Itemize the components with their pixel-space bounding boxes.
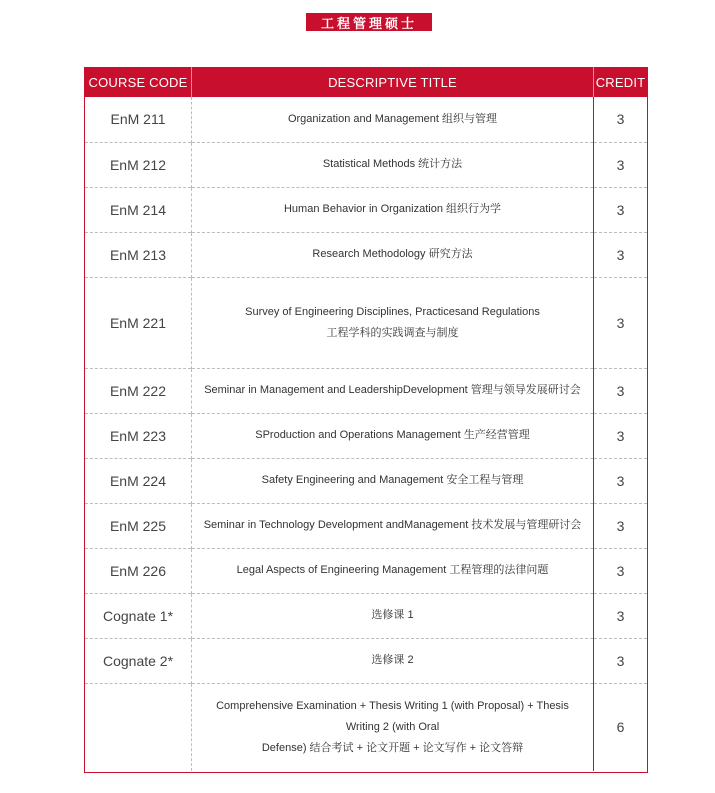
course-code-cell: Cognate 2* bbox=[85, 638, 192, 683]
table-row bbox=[85, 277, 647, 368]
credit-cell: 3 bbox=[594, 413, 648, 458]
table-row bbox=[85, 142, 647, 187]
course-title-line: Seminar in Technology Development andManagement 技术发展与管理研讨会 bbox=[203, 519, 582, 531]
table-body bbox=[85, 97, 647, 771]
course-code-cell: Cognate 1* bbox=[85, 593, 192, 638]
course-title-cell bbox=[192, 683, 594, 771]
course-code-cell: EnM 223 bbox=[85, 413, 192, 458]
header-credit: CREDIT bbox=[594, 67, 648, 97]
course-title-cell bbox=[192, 142, 594, 187]
table-row bbox=[85, 97, 647, 142]
course-title-line: Safety Engineering and Management 安全工程与管理 bbox=[261, 474, 524, 486]
course-title-cell bbox=[192, 97, 594, 142]
table-row bbox=[85, 413, 647, 458]
course-title-line: Writing 2 (with Oral bbox=[345, 720, 440, 733]
course-code-cell: EnM 226 bbox=[85, 548, 192, 593]
course-title-line: Statistical Methods 统计方法 bbox=[322, 158, 463, 170]
credit-cell: 3 bbox=[594, 503, 648, 548]
course-title-cell bbox=[192, 458, 594, 503]
course-table bbox=[85, 67, 647, 771]
header-descriptive-title: DESCRIPTIVE TITLE bbox=[192, 67, 594, 97]
course-code-cell: EnM 212 bbox=[85, 142, 192, 187]
course-code-cell bbox=[85, 683, 192, 771]
credit-cell: 3 bbox=[594, 638, 648, 683]
header-course-code: COURSE CODE bbox=[85, 67, 192, 97]
course-title-cell bbox=[192, 638, 594, 683]
credit-cell: 6 bbox=[594, 683, 648, 771]
course-code-cell: EnM 214 bbox=[85, 187, 192, 232]
course-code-cell: EnM 224 bbox=[85, 458, 192, 503]
course-title-cell bbox=[192, 593, 594, 638]
course-title-line: Research Methodology 研究方法 bbox=[312, 248, 473, 260]
course-title-line: Human Behavior in Organization 组织行为学 bbox=[283, 203, 502, 215]
course-code-cell: EnM 211 bbox=[110, 111, 166, 128]
course-title-line: Seminar in Management and LeadershipDevelopment 管理与领导发展研讨会 bbox=[204, 384, 581, 396]
course-title-line: Survey of Engineering Disciplines, Practicesand Regulations bbox=[245, 305, 540, 318]
course-code-cell: EnM 225 bbox=[85, 503, 192, 548]
table-row bbox=[85, 458, 647, 503]
course-title-line: Defense) 结合考试 + 论文开题 + 论文写作 + 论文答辩 bbox=[261, 741, 524, 754]
credit-cell: 3 bbox=[594, 232, 648, 277]
course-code-cell: EnM 222 bbox=[85, 368, 192, 413]
course-title-cell bbox=[192, 503, 594, 548]
course-title-line: Legal Aspects of Engineering Management 工程管理的法律问题 bbox=[236, 564, 549, 576]
course-title-cell bbox=[192, 368, 594, 413]
page-title: 工程管理硕士 bbox=[306, 13, 432, 31]
course-title-line: Organization and Management 组织与管理 bbox=[287, 112, 498, 125]
credit-cell: 3 bbox=[616, 111, 625, 128]
table-row bbox=[85, 548, 647, 593]
credit-cell: 3 bbox=[594, 368, 648, 413]
course-table-container bbox=[84, 67, 648, 773]
course-title-cell bbox=[192, 548, 594, 593]
credit-cell: 3 bbox=[594, 458, 648, 503]
credit-cell: 3 bbox=[594, 548, 648, 593]
credit-cell: 3 bbox=[594, 187, 648, 232]
course-title-cell bbox=[192, 232, 594, 277]
course-title-line: Comprehensive Examination + Thesis Writing 1 (with Proposal) + Thesis bbox=[216, 699, 569, 712]
table-row bbox=[85, 593, 647, 638]
table-header-row bbox=[85, 67, 647, 97]
course-title-cell bbox=[192, 277, 594, 368]
credit-cell: 3 bbox=[594, 142, 648, 187]
course-code-cell: EnM 213 bbox=[85, 232, 192, 277]
course-code-cell: EnM 221 bbox=[85, 277, 192, 368]
course-title-line: 选修课 2 bbox=[371, 654, 414, 666]
course-title-line: 工程学科的实践调查与制度 bbox=[326, 326, 459, 339]
course-title-cell bbox=[192, 413, 594, 458]
credit-cell: 3 bbox=[594, 277, 648, 368]
table-row bbox=[85, 232, 647, 277]
table-row bbox=[85, 187, 647, 232]
course-title-cell bbox=[192, 187, 594, 232]
course-title-line: SProduction and Operations Management 生产经营管理 bbox=[255, 429, 530, 441]
course-title-line: 选修课 1 bbox=[371, 609, 414, 621]
table-row bbox=[85, 368, 647, 413]
table-row bbox=[85, 683, 647, 771]
credit-cell: 3 bbox=[594, 593, 648, 638]
table-row bbox=[85, 503, 647, 548]
table-row bbox=[85, 638, 647, 683]
